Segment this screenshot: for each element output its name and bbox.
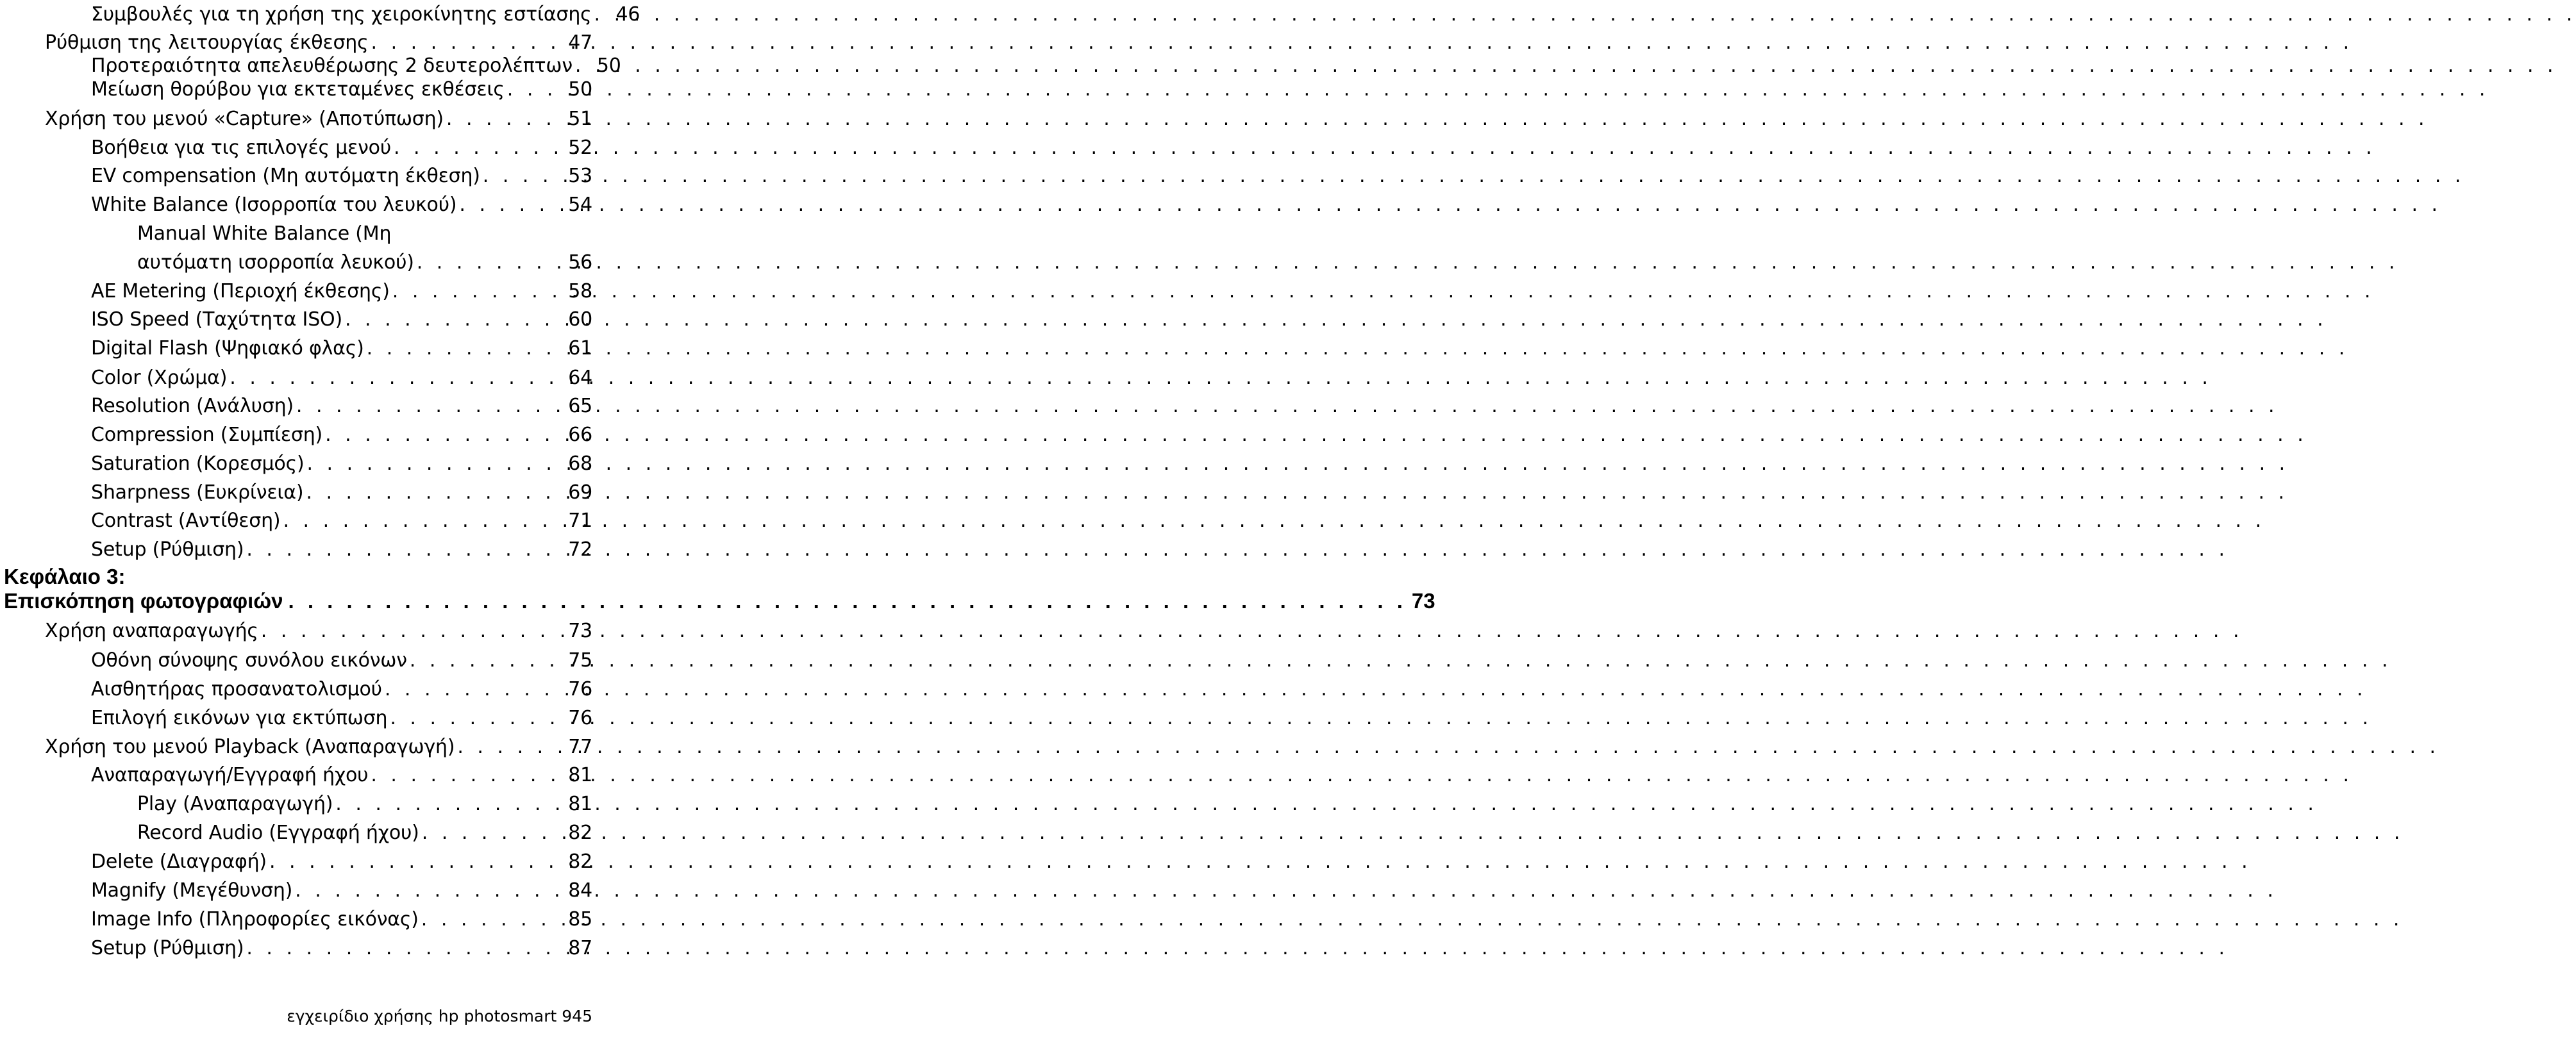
toc-entry-title: Μείωση θορύβου για εκτεταμένες εκθέσεις [91,78,505,101]
dot-leader [345,305,565,335]
toc-entry-title: Ρύθμιση της λειτουργίας έκθεσης [45,31,369,54]
toc-entry-page: 64 [568,367,592,389]
dot-leader [422,818,566,848]
toc-entry[interactable] [91,392,592,421]
toc-entry-page: 73 [568,620,592,642]
toc-entry-title: Setup (Ρύθμιση) [91,538,244,561]
toc-entry-page: 68 [568,452,592,475]
toc-entry-title: Αναπαραγωγή/Εγγραφή ήχου [91,764,369,786]
toc-entry-title: Delete (Διαγραφή) [91,850,267,873]
toc-entry-page: 82 [568,850,592,873]
toc-entry[interactable] [91,0,640,29]
toc-entry-title: Χρήση του μενού «Capture» (Αποτύπωση) [45,108,444,130]
toc-entry-page: 76 [568,707,592,729]
toc-entry[interactable] [91,675,592,704]
toc-entry[interactable] [91,334,592,363]
toc-entry-title: Image Info (Πληροφορίες εικόνας) [91,908,419,931]
toc-entry-title: Magnify (Μεγέθυνση) [91,879,293,902]
dot-leader [446,104,565,134]
toc-entry-page: 76 [568,678,592,700]
toc-entry-title: Βοήθεια για τις επιλογές μενού [91,137,391,159]
toc-entry[interactable] [91,190,592,220]
toc-entry-page: 54 [568,194,592,216]
dot-leader [507,75,565,104]
toc-entry-title: ISO Speed (Ταχύτητα ISO) [91,308,342,331]
toc-entry[interactable] [91,133,592,163]
toc-entry-title: Αισθητήρας προσανατολισμού [91,678,382,700]
toc-entry[interactable] [91,704,592,733]
chapter-entry[interactable] [4,586,1435,616]
dot-leader [483,162,565,191]
toc-entry[interactable] [91,420,592,450]
toc-entry-title: Play (Αναπαραγωγή) [137,793,333,815]
dot-leader [394,133,565,163]
dot-leader [306,449,565,479]
toc-entry-page: 85 [568,908,592,931]
toc-entry[interactable] [137,790,592,819]
toc-entry[interactable] [91,506,592,536]
dot-leader [246,934,565,963]
toc-entry[interactable] [137,248,592,278]
toc-entry-title: Sharpness (Ευκρίνεια) [91,481,304,504]
toc-entry[interactable] [91,847,592,877]
toc-entry[interactable] [91,277,592,306]
dot-leader [335,790,565,819]
toc-entry-title: Contrast (Αντίθεση) [91,510,281,532]
dot-leader [392,277,565,306]
dot-leader [296,392,565,421]
toc-entry-title: Setup (Ρύθμιση) [91,937,244,959]
toc-entry-page: 56 [568,251,592,274]
toc-entry[interactable] [45,733,592,762]
page-footer: εγχειρίδιο χρήσης hp photosmart 945 [287,1007,592,1025]
dot-leader [385,675,565,704]
toc-entry-title: Saturation (Κορεσμός) [91,452,305,475]
toc-entry[interactable] [91,162,592,191]
toc-entry-page: 72 [568,538,592,561]
dot-leader [417,248,565,278]
toc-entry-title: Χρήση αναπαραγωγής [45,620,258,642]
toc-entry-title: Record Audio (Εγγραφή ήχου) [137,822,419,844]
toc-entry-title: Προτεραιότητα απελευθέρωσης 2 δευτερολέπτων [91,54,573,77]
toc-entry-title: White Balance (Ισορροπία του λευκού) [91,194,457,216]
chapter-label: Κεφάλαιο 3: [4,565,126,588]
toc-entry-page: 69 [568,481,592,504]
toc-entry-page: 65 [568,395,592,417]
dot-leader [371,761,565,790]
toc-entry[interactable] [91,363,592,393]
toc-entry[interactable] [91,449,592,479]
toc-entry-title: Resolution (Ανάλυση) [91,395,294,417]
toc-entry-page: 50 [568,78,592,101]
dot-leader [288,586,1406,616]
dot-leader [325,420,565,450]
chapter-title: Επισκόπηση φωτογραφιών [4,589,283,613]
toc-entry[interactable] [91,478,592,508]
toc-entry[interactable] [91,75,592,104]
dot-leader [367,334,566,363]
toc-entry[interactable] [91,761,592,790]
toc-entry[interactable] [45,617,592,646]
toc-entry[interactable] [91,535,592,565]
toc-entry[interactable] [137,818,592,848]
toc-entry-title: Compression (Συμπίεση) [91,424,323,446]
toc-entry-title: Color (Χρώμα) [91,367,228,389]
dot-leader [390,704,565,733]
dot-leader [283,506,565,536]
toc-entry[interactable] [91,305,592,335]
toc-entry-page: 60 [568,308,592,331]
toc-entry-page: 52 [568,137,592,159]
dot-leader [295,876,565,906]
toc-entry[interactable] [91,934,592,963]
toc-entry-page: 53 [568,165,592,187]
dot-leader [269,847,565,877]
toc-entry-title: Digital Flash (Ψηφιακό φλας) [91,337,364,360]
toc-entry-title: Επιλογή εικόνων για εκτύπωση [91,707,388,729]
toc-entry-title: αυτόματη ισορροπία λευκού) [137,251,414,274]
toc-entry[interactable] [91,646,592,675]
toc-entry-page: 50 [596,54,621,77]
toc-entry-page: 81 [568,764,592,786]
toc-entry-page: 71 [568,510,592,532]
dot-leader [459,190,565,220]
toc-entry[interactable] [91,905,592,934]
toc-entry-page: 77 [568,736,592,758]
toc-entry-page: 84 [568,879,592,902]
toc-entry-page: 87 [568,937,592,959]
toc-entry-page: 82 [568,822,592,844]
toc-entry-title: Οθόνη σύνοψης συνόλου εικόνων [91,649,407,672]
toc-entry-page: 46 [615,3,640,26]
toc-entry-page: 47 [568,31,592,54]
toc-entry-page: 51 [568,108,592,130]
toc-entry-page: 81 [568,793,592,815]
toc-entry-title: AE Metering (Περιοχή έκθεσης) [91,280,390,302]
toc-entry-page: 58 [568,280,592,302]
dot-leader [306,478,565,508]
toc-entry-title: EV compensation (Μη αυτόματη έκθεση) [91,165,480,187]
toc-entry[interactable] [91,876,592,906]
toc-entry[interactable] [45,104,592,134]
dot-leader [261,617,565,646]
dot-leader [594,0,614,29]
toc-entry-page: 75 [568,649,592,672]
toc-entry-page: 66 [568,424,592,446]
toc-entry-title: Συμβουλές για τη χρήση της χειροκίνητης εστίασης [91,3,592,26]
dot-leader [457,733,565,762]
dot-leader [421,905,565,934]
chapter-page: 73 [1411,589,1435,613]
dot-leader [410,646,565,675]
toc-entry-page: 61 [568,337,592,360]
toc-entry-title-line1: Manual White Balance (Μη [137,222,392,245]
dot-leader [246,535,565,565]
dot-leader [230,363,565,393]
toc-entry-title: Χρήση του μενού Playback (Αναπαραγωγή) [45,736,455,758]
